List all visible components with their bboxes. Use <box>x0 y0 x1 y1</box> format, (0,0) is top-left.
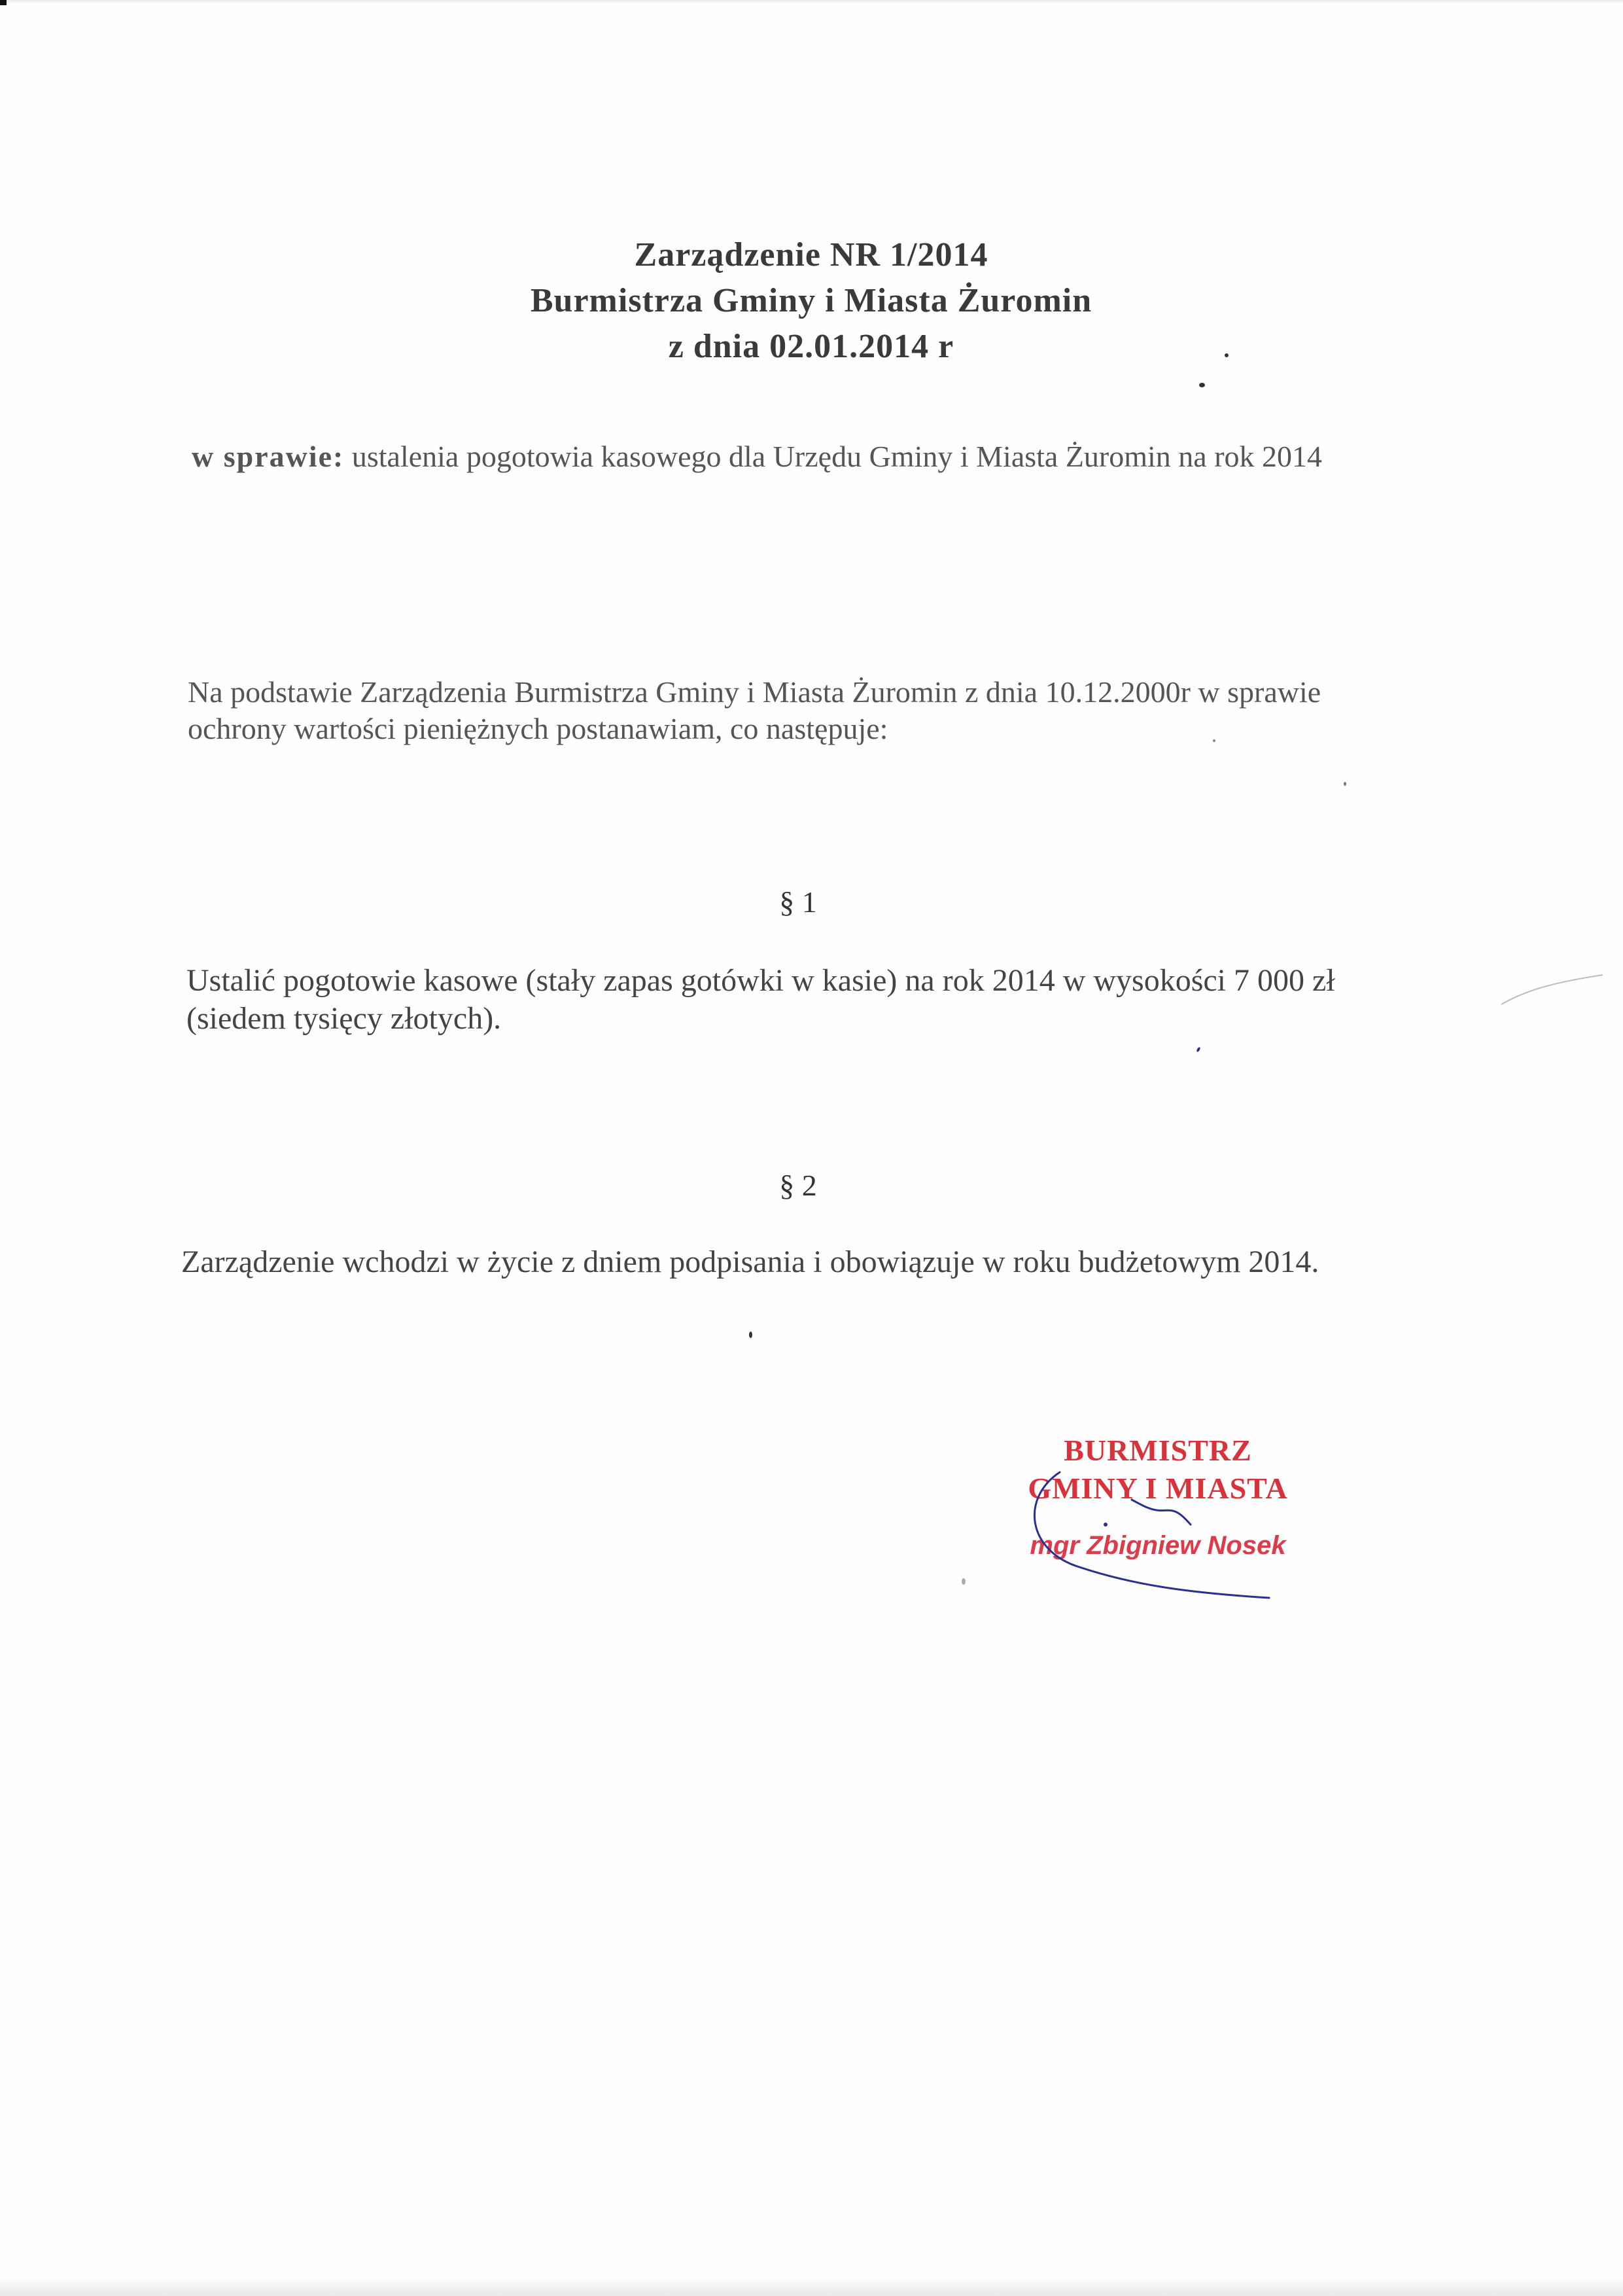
stamp-line-3: mgr Zbigniew Nosek <box>1030 1531 1286 1560</box>
title-line-3: z dnia 02.01.2014 r <box>668 328 954 365</box>
stray-pen-line <box>1498 968 1609 1008</box>
legal-basis-paragraph: Na podstawie Zarządzenia Burmistrza Gminy i Miasta Żuromin z dnia 10.12.2000r w sprawie ochrony wartości pieniężnych postanawiam, co następuje: <box>188 675 1321 745</box>
section-2-mark: § 2 <box>779 1169 817 1202</box>
document-title-block <box>458 232 1164 370</box>
section-1-mark: § 1 <box>779 885 817 919</box>
title-line-2: Burmistrza Gminy i Miasta Żuromin <box>530 282 1092 319</box>
handwritten-signature <box>1007 1426 1308 1623</box>
scan-corner-mark <box>0 0 7 5</box>
section-2-text: Zarządzenie wchodzi w życie z dniem podpisania i obowiązuje w roku budżetowym 2014. <box>181 1245 1319 1279</box>
stamp-line-1: BURMISTRZ <box>1064 1434 1252 1467</box>
scan-speck <box>749 1332 752 1338</box>
official-stamp <box>1007 1426 1308 1623</box>
title-line-1: Zarządzenie NR 1/2014 <box>634 236 988 274</box>
scan-speck <box>1213 739 1215 742</box>
section-1-text: Ustalić pogotowie kasowe (stały zapas gotówki w kasie) na rok 2014 w wysokości 7 000 zł (siedem tysięcy złotych). <box>186 963 1335 1036</box>
subject-lead: w sprawie: <box>192 440 345 473</box>
subject-text: ustalenia pogotowia kasowego dla Urzędu Gminy i Miasta Żuromin na rok 2014 <box>344 440 1323 473</box>
scan-speck <box>1344 782 1346 786</box>
scan-speck <box>1196 1047 1200 1053</box>
stamp-line-2: GMINY I MIASTA <box>1028 1472 1288 1505</box>
scan-speck <box>1225 353 1229 357</box>
subject-paragraph <box>192 438 1382 475</box>
scan-edge-top <box>0 0 1623 4</box>
scan-speck <box>1199 383 1205 387</box>
scan-speck <box>962 1578 966 1585</box>
scan-edge-bottom <box>0 2276 1623 2296</box>
